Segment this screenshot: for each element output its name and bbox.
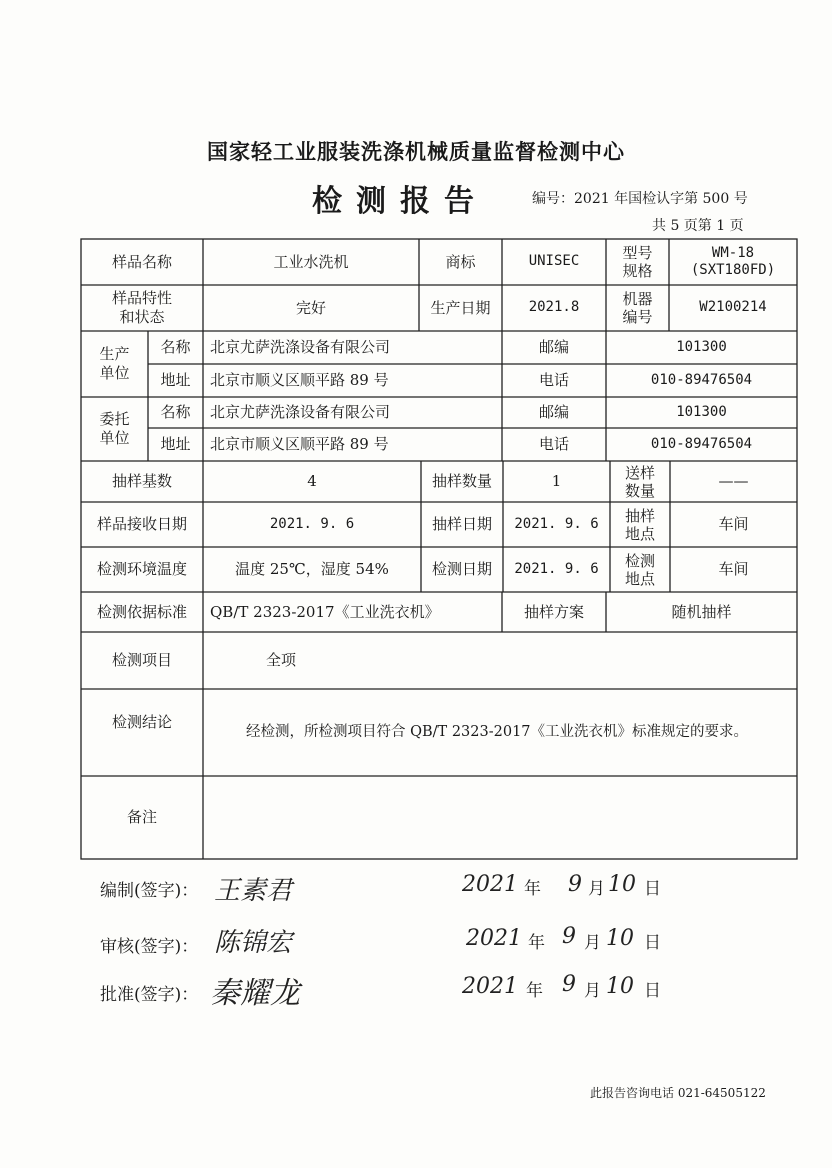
compiled-month: 9 xyxy=(568,872,582,897)
client-phone-value: 010-89476504 xyxy=(650,435,753,452)
approved-month: 9 xyxy=(562,972,576,997)
sampling-plan-value: 随机抽样 xyxy=(671,602,732,621)
compiled-by-label: 编制(签字)： xyxy=(100,881,199,901)
organization-name: 国家轻工业服装洗涤机械质量监督检测中心 xyxy=(207,140,625,164)
sampling-base-value: 4 xyxy=(307,472,317,490)
approved-day: 10 xyxy=(606,974,634,999)
producer-name-value: 北京尤萨洗涤设备有限公司 xyxy=(210,338,391,356)
sampling-quantity-value: 1 xyxy=(551,472,562,490)
approved-by-label: 批准(签字)： xyxy=(100,985,199,1005)
delivery-quantity-value: —— xyxy=(718,472,749,490)
reviewed-month: 9 xyxy=(562,924,576,949)
compiled-month-unit: 月 xyxy=(588,879,605,899)
approved-by-signature: 秦耀龙 xyxy=(210,976,300,1011)
report-title: 检测报告 xyxy=(312,184,488,219)
client-address-value: 北京市顺义区顺平路 89 号 xyxy=(210,435,389,453)
approved-month-unit: 月 xyxy=(584,981,601,1001)
client-postcode-label: 邮编 xyxy=(538,403,569,421)
model-label: 型号 规格 xyxy=(622,244,653,280)
reviewed-day-unit: 日 xyxy=(644,933,661,953)
producer-address-label: 地址 xyxy=(160,371,191,389)
sampling-date-value: 2021. 9. 6 xyxy=(514,515,599,532)
sample-state-value: 完好 xyxy=(295,298,326,317)
conclusion-value: 经检测，所检测项目符合 QB/T 2323-2017《工业洗衣机》标准规定的要求。 xyxy=(246,723,749,740)
test-place-label: 检测 地点 xyxy=(624,551,655,588)
producer-postcode-value: 101300 xyxy=(676,338,727,355)
approved-year: 2021 xyxy=(462,974,518,999)
footer-contact: 此报告咨询电话 021-64505122 xyxy=(590,1086,766,1100)
sample-name-value: 工业水洗机 xyxy=(273,252,349,271)
reviewed-year-unit: 年 xyxy=(528,933,545,953)
production-date-value: 2021.8 xyxy=(528,299,580,316)
client-label: 委托 单位 xyxy=(99,409,130,447)
sample-name-label: 样品名称 xyxy=(111,252,172,271)
machine-number-label: 机器 编号 xyxy=(622,290,653,326)
sampling-base-label: 抽样基数 xyxy=(111,472,172,490)
producer-name-label: 名称 xyxy=(160,338,191,356)
receive-date-value: 2021. 9. 6 xyxy=(269,515,355,532)
client-name-value: 北京尤萨洗涤设备有限公司 xyxy=(210,403,391,421)
sampling-quantity-label: 抽样数量 xyxy=(431,472,492,490)
compiled-day: 10 xyxy=(608,872,636,897)
approved-year-unit: 年 xyxy=(526,981,543,1001)
test-items-value: 全项 xyxy=(266,651,297,669)
client-phone-label: 电话 xyxy=(538,435,569,453)
machine-number-value: W2100214 xyxy=(699,299,767,316)
receive-date-label: 样品接收日期 xyxy=(96,515,187,533)
sampling-plan-label: 抽样方案 xyxy=(523,602,584,621)
environment-value: 温度 25℃，湿度 54% xyxy=(235,560,389,578)
test-place-value: 车间 xyxy=(718,560,749,578)
reviewed-day: 10 xyxy=(606,926,634,951)
report-number: 编号：2021 年国检认字第 500 号 xyxy=(532,191,748,207)
test-date-value: 2021. 9. 6 xyxy=(514,560,599,577)
compiled-year: 2021 xyxy=(462,872,518,897)
client-name-label: 名称 xyxy=(160,403,191,421)
page-indicator: 共 5 页第 1 页 xyxy=(652,218,744,234)
remarks-label: 备注 xyxy=(126,808,157,826)
producer-phone-value: 010-89476504 xyxy=(650,371,753,388)
brand-value: UNISEC xyxy=(528,253,580,270)
conclusion-label: 检测结论 xyxy=(111,712,172,731)
producer-label: 生产 单位 xyxy=(99,344,130,382)
client-address-label: 地址 xyxy=(160,435,191,453)
model-value: WM-18 (SXT180FD) xyxy=(690,244,776,278)
reviewed-by-label: 审核(签字)： xyxy=(100,937,199,957)
production-date-label: 生产日期 xyxy=(430,298,491,317)
reviewed-month-unit: 月 xyxy=(584,933,601,953)
reviewed-year: 2021 xyxy=(466,926,522,951)
remarks-value xyxy=(210,776,790,859)
standard-value: QB/T 2323-2017《工业洗衣机》 xyxy=(210,602,440,621)
compiled-year-unit: 年 xyxy=(524,879,541,899)
brand-label: 商标 xyxy=(445,252,476,271)
compiled-day-unit: 日 xyxy=(644,879,661,899)
compiled-by-signature: 王素君 xyxy=(214,876,293,906)
client-postcode-value: 101300 xyxy=(676,403,727,420)
standard-label: 检测依据标准 xyxy=(96,602,187,621)
sampling-date-label: 抽样日期 xyxy=(431,515,492,533)
producer-phone-label: 电话 xyxy=(538,371,569,389)
sampling-place-label: 抽样 地点 xyxy=(624,506,655,543)
sampling-place-value: 车间 xyxy=(718,515,749,533)
producer-address-value: 北京市顺义区顺平路 89 号 xyxy=(210,371,389,389)
producer-postcode-label: 邮编 xyxy=(538,338,569,356)
approved-day-unit: 日 xyxy=(644,981,661,1001)
test-items-label: 检测项目 xyxy=(111,651,172,669)
environment-label: 检测环境温度 xyxy=(96,560,187,578)
test-date-label: 检测日期 xyxy=(431,560,492,578)
delivery-quantity-label: 送样 数量 xyxy=(624,463,655,500)
reviewed-by-signature: 陈锦宏 xyxy=(214,928,293,958)
sample-state-label: 样品特性 和状态 xyxy=(111,289,172,326)
